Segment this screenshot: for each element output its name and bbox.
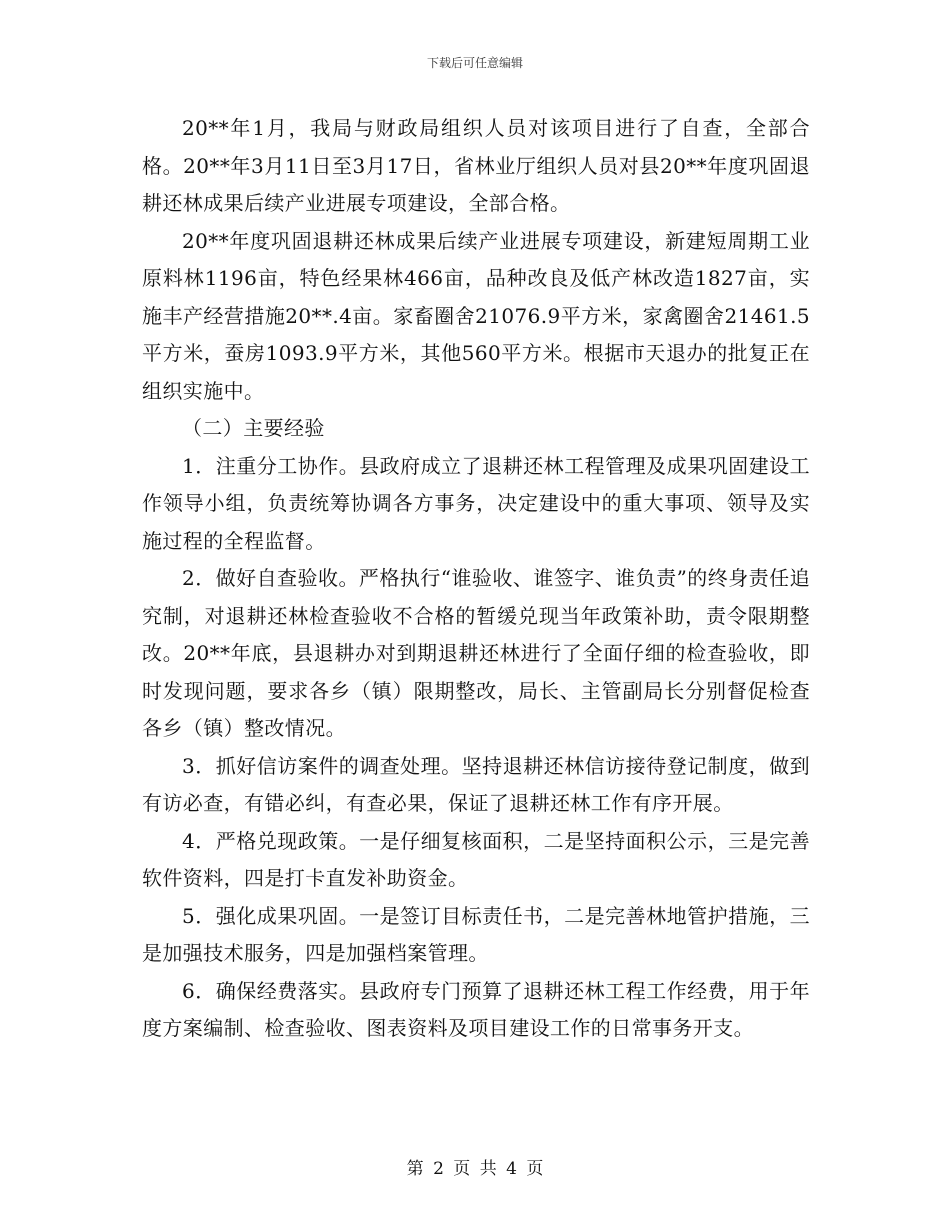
paragraph-item-1: 1．注重分工协作。县政府成立了退耕还林工程管理及成果巩固建设工作领导小组，负责统筹协调各方事务，决定建设中的重大事项、领导及实施过程的全程监督。	[142, 453, 810, 553]
paragraph-self-inspection: 20**年1月，我局与财政局组织人员对该项目进行了自查，全部合格。20**年3月11日至3月17日，省林业厅组织人员对县20**年度巩固退耕还林成果后续产业进展专项建设，全部合格。	[142, 116, 810, 215]
paragraph-item-4: 4．严格兑现政策。一是仔细复核面积，二是坚持面积公示，三是完善软件资料，四是打卡直发补助资金。	[142, 828, 810, 890]
page-header-note: 下载后可任意编辑	[426, 56, 523, 70]
paragraph-item-5: 5．强化成果巩固。一是签订目标责任书，二是完善林地管护措施，三是加强技术服务，四是加强档案管理。	[142, 903, 810, 965]
section-heading-main-experience: （二）主要经验	[182, 416, 325, 440]
paragraph-item-6: 6．确保经费落实。县政府专门预算了退耕还林工程工作经费，用于年度方案编制、检查验收、图表资料及项目建设工作的日常事务开支。	[142, 978, 810, 1040]
document-body	[142, 110, 810, 1048]
paragraph-item-3: 3．抓好信访案件的调查处理。坚持退耕还林信访接待登记制度，做到有访必查，有错必纠，有查必果，保证了退耕还林工作有序开展。	[142, 753, 810, 815]
paragraph-item-2: 2．做好自查验收。严格执行“谁验收、谁签字、谁负责”的终身责任追究制，对退耕还林检查验收不合格的暂缓兑现当年政策补助，责令限期整改。20**年底，县退耕办对到期退耕还林进行了全面仔细的检查验收，即时发现问题，要求各乡（镇）限期整改，局长、主管副局长分别督促检查各乡（镇）整改情况。	[142, 566, 810, 740]
page-number-footer: 第 2 页 共 4 页	[406, 1159, 544, 1179]
paragraph-construction-details: 20**年度巩固退耕还林成果后续产业进展专项建设，新建短周期工业原料林1196亩，特色经果林466亩，品种改良及低产林改造1827亩，实施丰产经营措施20**.4亩。家畜圈舍21076.9平方米，家禽圈舍21461.5平方米，蚕房1093.9平方米，其他560平方米。根据市天退办的批复正在组织实施中。	[142, 228, 810, 403]
